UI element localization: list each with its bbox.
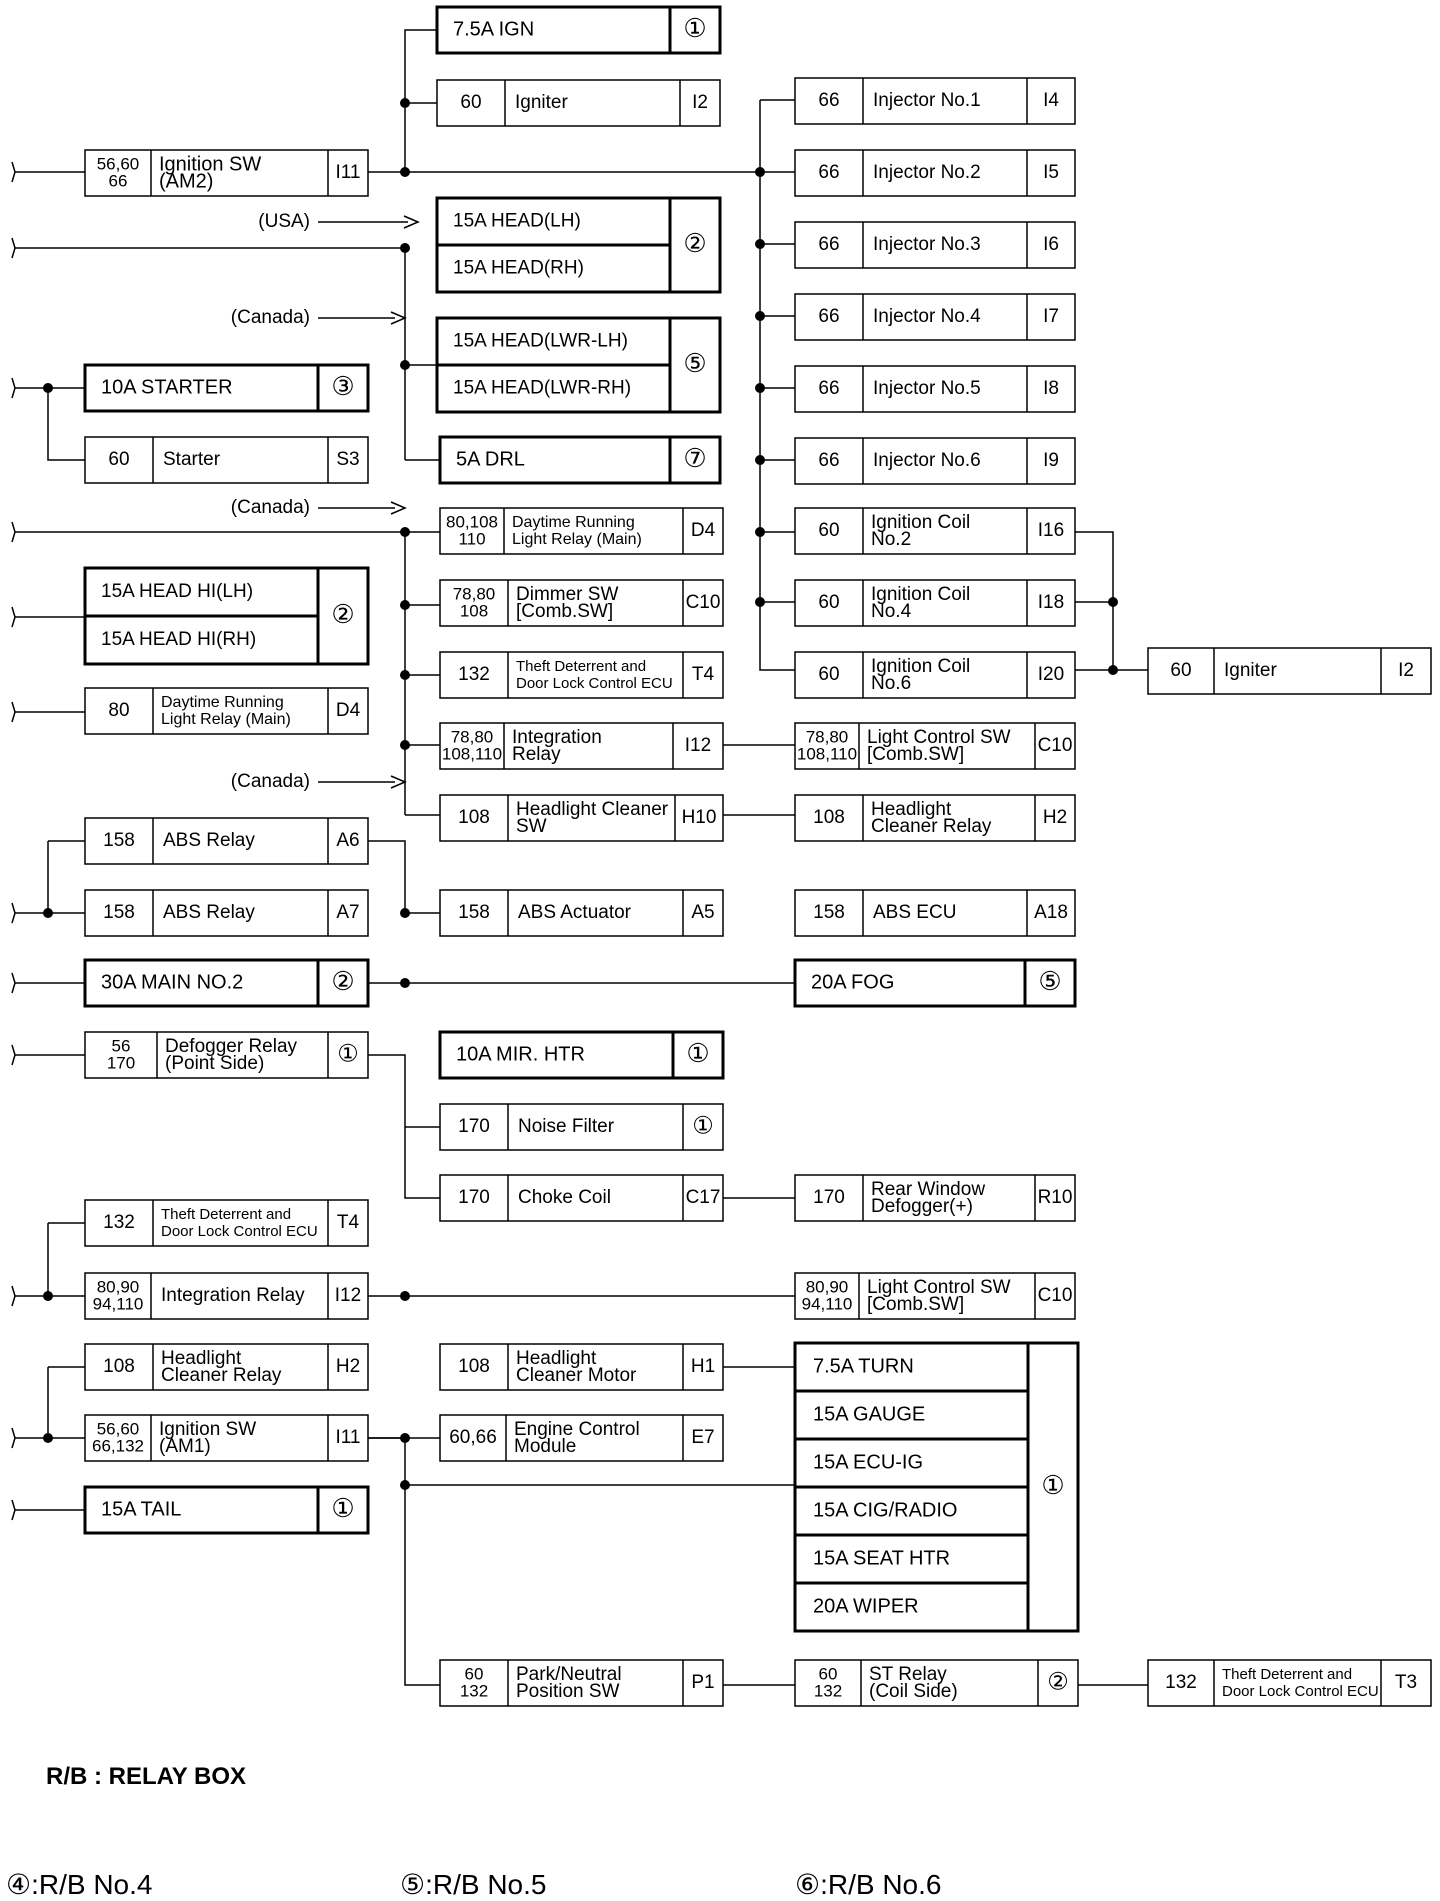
abs-relay-a7-name: ABS Relay	[163, 902, 255, 924]
headlight-cleaner-sw-name-line1: Headlight Cleaner	[516, 799, 669, 821]
injector-1-code: I4	[1043, 90, 1059, 112]
fuse-15a-tail-label: 15A TAIL	[101, 1498, 182, 1521]
igniter-right-page: 60	[1170, 660, 1192, 682]
ignition-sw-am1	[85, 1415, 368, 1461]
junction-dot	[1108, 665, 1118, 675]
drl-relay-main-top-page-line1: 80,108	[446, 512, 498, 532]
junction-dot	[400, 360, 410, 370]
headlight-cleaner-sw-name-line2: SW	[516, 816, 547, 838]
ignition-sw-am2-page-line1: 56,60	[96, 154, 140, 174]
ignition-coil-3-name-line2: No.6	[871, 673, 912, 695]
headlight-cleaner-relay-left	[85, 1344, 368, 1390]
theft-deterrent-t3	[1148, 1660, 1431, 1706]
fuse-30a-main-no2	[85, 960, 368, 1006]
junction-dot	[400, 670, 410, 680]
light-control-sw-mid-name-line1: Light Control SW	[867, 1277, 1011, 1299]
abs-relay-a6	[85, 818, 368, 864]
theft-deterrent-t4-top-page: 132	[458, 664, 490, 686]
injector-3-page: 66	[818, 234, 840, 256]
choke-coil-name: Choke Coil	[518, 1187, 611, 1209]
park-neutral-sw-page-line1: 60	[464, 1664, 484, 1684]
igniter-top-code: I2	[692, 92, 708, 114]
theft-deterrent-t4-top-name-line1: Theft Deterrent and	[516, 657, 647, 675]
integration-relay-top-code: I12	[684, 735, 712, 757]
ignition-coil-2-page: 60	[818, 592, 840, 614]
ignition-coil-2-name-line1: Ignition Coil	[871, 584, 971, 606]
headlight-cleaner-motor-code: H1	[690, 1356, 716, 1378]
junction-dot	[400, 1291, 410, 1301]
ignition-coil-1	[795, 508, 1075, 554]
headlight-cleaner-relay-right-code: H2	[1042, 807, 1068, 829]
light-control-sw-top-name-line1: Light Control SW	[867, 727, 1011, 749]
headlight-cleaner-sw	[440, 795, 723, 841]
integration-relay-mid-page-line1: 80,90	[96, 1277, 140, 1297]
fuse-7-5a-ign-rb: ①	[683, 12, 707, 43]
junction-dot	[755, 311, 765, 321]
injector-6-code: I9	[1043, 450, 1059, 472]
drl-relay-main-top-code: D4	[690, 520, 716, 542]
injector-5	[795, 366, 1075, 412]
fuse-30a-main-no2-rb: ②	[331, 965, 355, 996]
ignition-coil-1-name-line2: No.2	[871, 529, 912, 551]
defogger-relay-name-line2: (Point Side)	[165, 1053, 265, 1075]
st-relay-coil-side-code: ②	[1047, 1668, 1069, 1696]
ignition-sw-am2-page-line2: 66	[108, 171, 128, 191]
dimmer-sw-name-line1: Dimmer SW	[516, 584, 619, 606]
drl-relay-main-left-page: 80	[108, 700, 130, 722]
integration-relay-top-page-line2: 108,110	[441, 744, 503, 764]
drl-relay-main-left-name-line2: Light Relay (Main)	[161, 711, 291, 729]
ignition-sw-am1-page-line1: 56,60	[96, 1419, 140, 1439]
injector-2-page: 66	[818, 162, 840, 184]
fuse-head-hi	[85, 568, 368, 664]
integration-relay-top-name-line1: Integration	[512, 727, 602, 749]
defogger-relay-code: ①	[337, 1040, 359, 1068]
integration-relay-top	[440, 723, 723, 769]
drl-relay-main-top	[440, 508, 723, 554]
integration-relay-mid	[85, 1273, 368, 1319]
injector-1	[795, 78, 1075, 124]
fuse-7-5a-ign	[437, 7, 720, 53]
rear-window-defogger-name-line1: Rear Window	[871, 1179, 986, 1201]
fuse-head-hi-label1: 15A HEAD HI(LH)	[101, 581, 254, 603]
abs-relay-a7-page: 158	[103, 902, 135, 924]
starter-name: Starter	[163, 449, 221, 471]
abs-relay-a6-page: 158	[103, 830, 135, 852]
headlight-cleaner-relay-right	[795, 795, 1075, 841]
fuse-20a-fog-label: 20A FOG	[811, 971, 895, 994]
light-control-sw-mid	[795, 1273, 1075, 1319]
junction-dot	[400, 1433, 410, 1443]
theft-deterrent-t4-top	[440, 652, 723, 698]
fuse-10a-starter	[85, 365, 368, 411]
ignition-sw-am2-code: I11	[335, 162, 361, 184]
park-neutral-sw-name-line1: Park/Neutral	[516, 1664, 622, 1686]
theft-deterrent-t3-code: T3	[1394, 1672, 1418, 1694]
choke-coil-page: 170	[458, 1187, 490, 1209]
headlight-cleaner-relay-right-name-line1: Headlight	[871, 799, 952, 821]
junction-dot	[400, 740, 410, 750]
noise-filter	[440, 1104, 723, 1150]
defogger-relay	[85, 1032, 368, 1078]
injector-1-page: 66	[818, 90, 840, 112]
headlight-cleaner-relay-right-page: 108	[813, 807, 845, 829]
injector-3-name: Injector No.3	[873, 234, 981, 256]
ignition-coil-2-code: I18	[1037, 592, 1065, 614]
theft-deterrent-t3-page: 132	[1165, 1672, 1197, 1694]
junction-dot	[400, 1480, 410, 1490]
ignition-sw-am1-page-line2: 66,132	[92, 1436, 144, 1456]
ignition-coil-3-code: I20	[1037, 664, 1065, 686]
engine-control-module-code: E7	[691, 1427, 715, 1449]
st-relay-coil-side-name-line1: ST Relay	[869, 1664, 947, 1686]
injector-4-name: Injector No.4	[873, 306, 981, 328]
theft-deterrent-t4-mid	[85, 1200, 368, 1246]
headlight-cleaner-relay-left-code: H2	[335, 1356, 361, 1378]
label-canada-2: (Canada)	[230, 497, 310, 519]
fuse-15a-tail-rb: ①	[331, 1492, 355, 1523]
engine-control-module-name-line2: Module	[514, 1436, 577, 1458]
junction-dot	[43, 908, 53, 918]
headlight-cleaner-sw-page: 108	[458, 807, 490, 829]
theft-deterrent-t3-name-line2: Door Lock Control ECU	[1222, 1682, 1379, 1700]
st-relay-coil-side	[795, 1660, 1078, 1706]
light-control-sw-top-code: C10	[1037, 735, 1073, 757]
junction-dot	[400, 243, 410, 253]
park-neutral-sw	[440, 1660, 723, 1706]
light-control-sw-mid-page-line2: 94,110	[801, 1294, 853, 1314]
junction-dot	[43, 383, 53, 393]
fuse-head-hi-rb: ②	[331, 598, 355, 629]
fuse-group-item-2: 15A GAUGE	[813, 1403, 926, 1426]
light-control-sw-mid-code: C10	[1037, 1285, 1073, 1307]
junction-dot	[400, 527, 410, 537]
fuse-group-right	[795, 1343, 1078, 1631]
fuse-head-lwr-label2: 15A HEAD(LWR-RH)	[453, 377, 632, 399]
abs-actuator-page: 158	[458, 902, 490, 924]
fuse-5a-drl-label: 5A DRL	[456, 448, 525, 471]
integration-relay-top-page-line1: 78,80	[450, 727, 494, 747]
abs-relay-a6-name: ABS Relay	[163, 830, 255, 852]
dimmer-sw-page-line1: 78,80	[452, 584, 496, 604]
fuse-10a-starter-rb: ③	[331, 370, 355, 401]
dimmer-sw	[440, 580, 723, 626]
junction-dot	[400, 167, 410, 177]
rear-window-defogger-code: R10	[1037, 1187, 1073, 1209]
fuse-head-lwr-label1: 15A HEAD(LWR-LH)	[453, 330, 628, 352]
dimmer-sw-code: C10	[685, 592, 721, 614]
starter	[85, 437, 368, 483]
injector-5-page: 66	[818, 378, 840, 400]
abs-relay-a7	[85, 890, 368, 936]
junction-dot	[755, 239, 765, 249]
label-canada-1: (Canada)	[230, 307, 310, 329]
theft-deterrent-t4-mid-page: 132	[103, 1212, 135, 1234]
fuse-head-lh-rh-label2: 15A HEAD(RH)	[453, 257, 584, 279]
rear-window-defogger-name-line2: Defogger(+)	[871, 1196, 973, 1218]
ignition-sw-am2-name-line1: Ignition SW	[159, 153, 262, 176]
fuse-5a-drl	[440, 437, 720, 483]
park-neutral-sw-name-line2: Position SW	[516, 1681, 620, 1703]
igniter-right	[1148, 648, 1431, 694]
fuse-30a-main-no2-label: 30A MAIN NO.2	[101, 971, 244, 994]
legend-rb5: ⑤:R/B No.5	[400, 1869, 547, 1900]
injector-6-page: 66	[818, 450, 840, 472]
ignition-coil-1-page: 60	[818, 520, 840, 542]
engine-control-module-page: 60,66	[449, 1427, 497, 1449]
headlight-cleaner-motor-name-line1: Headlight	[516, 1348, 597, 1370]
defogger-relay-page-line2: 170	[106, 1053, 136, 1073]
drl-relay-main-top-page-line2: 110	[458, 529, 486, 549]
ignition-coil-3-page: 60	[818, 664, 840, 686]
fuse-10a-mir-htr-rb: ①	[686, 1037, 710, 1068]
junction-dot	[755, 383, 765, 393]
junction-dot	[400, 978, 410, 988]
junction-dot	[1108, 597, 1118, 607]
headlight-cleaner-relay-left-name-line1: Headlight	[161, 1348, 242, 1370]
legend-rb4: ④:R/B No.4	[6, 1869, 153, 1900]
injector-6-name: Injector No.6	[873, 450, 981, 472]
st-relay-coil-side-name-line2: (Coil Side)	[869, 1681, 958, 1703]
injector-2	[795, 150, 1075, 196]
igniter-top	[437, 80, 720, 126]
drl-relay-main-top-name-line2: Light Relay (Main)	[512, 531, 642, 549]
st-relay-coil-side-page-line2: 132	[813, 1681, 843, 1701]
engine-control-module	[440, 1415, 723, 1461]
abs-actuator-name: ABS Actuator	[518, 902, 632, 924]
light-control-sw-mid-name-line2: [Comb.SW]	[867, 1294, 965, 1316]
injector-3-code: I6	[1043, 234, 1059, 256]
injector-4-page: 66	[818, 306, 840, 328]
injector-1-name: Injector No.1	[873, 90, 981, 112]
theft-deterrent-t4-mid-code: T4	[336, 1212, 360, 1234]
integration-relay-mid-page-line2: 94,110	[92, 1294, 144, 1314]
legend-title: R/B : RELAY BOX	[46, 1763, 247, 1790]
ignition-coil-2-name-line2: No.4	[871, 601, 912, 623]
engine-control-module-name-line1: Engine Control	[514, 1419, 640, 1441]
abs-actuator	[440, 890, 723, 936]
fuse-head-lh-rh-label1: 15A HEAD(LH)	[453, 210, 581, 232]
junction-dot	[400, 908, 410, 918]
integration-relay-mid-name: Integration Relay	[161, 1285, 305, 1307]
fuse-group-rb: ①	[1041, 1469, 1065, 1500]
noise-filter-name: Noise Filter	[518, 1116, 615, 1138]
junction-dot	[400, 600, 410, 610]
light-control-sw-top-page-line2: 108,110	[796, 744, 858, 764]
injector-4	[795, 294, 1075, 340]
fuse-10a-mir-htr	[440, 1032, 723, 1078]
headlight-cleaner-motor-page: 108	[458, 1356, 490, 1378]
choke-coil-code: C17	[685, 1187, 721, 1209]
fuse-head-lh-rh-rb: ②	[683, 227, 707, 258]
injector-3	[795, 222, 1075, 268]
component-boxes	[85, 7, 1431, 1706]
noise-filter-code: ①	[692, 1112, 714, 1140]
park-neutral-sw-code: P1	[691, 1672, 715, 1694]
starter-code: S3	[336, 449, 360, 471]
headlight-cleaner-relay-left-name-line2: Cleaner Relay	[161, 1365, 282, 1387]
injector-2-name: Injector No.2	[873, 162, 981, 184]
rear-window-defogger	[795, 1175, 1075, 1221]
drl-relay-main-left-name-line1: Daytime Running	[161, 694, 284, 712]
headlight-cleaner-motor	[440, 1344, 723, 1390]
headlight-cleaner-relay-left-page: 108	[103, 1356, 135, 1378]
headlight-cleaner-sw-code: H10	[681, 807, 717, 829]
dimmer-sw-name-line2: [Comb.SW]	[516, 601, 614, 623]
light-control-sw-top-page-line1: 78,80	[805, 727, 849, 747]
fuse-20a-fog	[795, 960, 1075, 1006]
injector-5-code: I8	[1043, 378, 1059, 400]
abs-ecu	[795, 890, 1075, 936]
junction-dot	[400, 98, 410, 108]
integration-relay-mid-code: I12	[334, 1285, 362, 1307]
igniter-right-name: Igniter	[1224, 660, 1277, 682]
label-usa: (USA)	[258, 211, 310, 233]
ignition-sw-am2-name-line2: (AM2)	[159, 170, 214, 193]
drl-relay-main-top-name-line1: Daytime Running	[512, 514, 635, 532]
fuse-head-lh-rh	[437, 198, 720, 292]
junction-dot	[755, 527, 765, 537]
fuse-5a-drl-rb: ⑦	[683, 442, 707, 473]
junction-dot	[755, 167, 765, 177]
fuse-15a-tail	[85, 1487, 368, 1533]
st-relay-coil-side-page-line1: 60	[818, 1664, 838, 1684]
integration-relay-top-name-line2: Relay	[512, 744, 561, 766]
light-control-sw-top-name-line2: [Comb.SW]	[867, 744, 965, 766]
junction-dot	[43, 1433, 53, 1443]
headlight-cleaner-motor-name-line2: Cleaner Motor	[516, 1365, 637, 1387]
fuse-group-item-3: 15A ECU-IG	[813, 1451, 924, 1474]
junction-dot	[755, 597, 765, 607]
light-control-sw-top	[795, 723, 1075, 769]
ignition-sw-am1-name-line2: (AM1)	[159, 1436, 211, 1458]
igniter-top-name: Igniter	[515, 92, 568, 114]
drl-relay-main-left	[85, 688, 368, 734]
starter-page: 60	[108, 449, 130, 471]
theft-deterrent-t4-mid-name-line1: Theft Deterrent and	[161, 1205, 292, 1223]
abs-actuator-code: A5	[691, 902, 715, 924]
rear-window-defogger-page: 170	[813, 1187, 845, 1209]
headlight-cleaner-relay-right-name-line2: Cleaner Relay	[871, 816, 992, 838]
defogger-relay-name-line1: Defogger Relay	[165, 1036, 298, 1058]
fuse-group-item-1: 7.5A TURN	[813, 1355, 914, 1378]
injector-5-name: Injector No.5	[873, 378, 981, 400]
fuse-head-hi-label2: 15A HEAD HI(RH)	[101, 629, 257, 651]
igniter-top-page: 60	[460, 92, 482, 114]
ignition-coil-2	[795, 580, 1075, 626]
fuse-head-lwr	[437, 318, 720, 412]
theft-deterrent-t4-top-code: T4	[691, 664, 715, 686]
ignition-coil-3-name-line1: Ignition Coil	[871, 656, 971, 678]
light-control-sw-mid-page-line1: 80,90	[805, 1277, 849, 1297]
park-neutral-sw-page-line2: 132	[459, 1681, 489, 1701]
theft-deterrent-t4-top-name-line2: Door Lock Control ECU	[516, 674, 673, 692]
legend-rb6: ⑥:R/B No.6	[795, 1869, 942, 1900]
drl-relay-main-left-code: D4	[335, 700, 361, 722]
junction-dot	[755, 455, 765, 465]
injector-2-code: I5	[1043, 162, 1059, 184]
fuse-group-item-6: 20A WIPER	[813, 1595, 919, 1618]
defogger-relay-page-line1: 56	[111, 1036, 131, 1056]
abs-ecu-page: 158	[813, 902, 845, 924]
fuse-10a-starter-label: 10A STARTER	[101, 376, 233, 399]
junction-dot	[43, 1291, 53, 1301]
choke-coil	[440, 1175, 723, 1221]
ignition-coil-1-code: I16	[1037, 520, 1065, 542]
abs-ecu-code: A18	[1034, 902, 1068, 924]
ignition-sw-am1-code: I11	[335, 1427, 361, 1449]
theft-deterrent-t4-mid-name-line2: Door Lock Control ECU	[161, 1222, 318, 1240]
abs-relay-a6-code: A6	[336, 830, 360, 852]
fuse-20a-fog-rb: ⑤	[1038, 965, 1062, 996]
fuse-head-lwr-rb: ⑤	[683, 347, 707, 378]
injector-6	[795, 438, 1075, 484]
theft-deterrent-t3-name-line1: Theft Deterrent and	[1222, 1665, 1353, 1683]
noise-filter-page: 170	[458, 1116, 490, 1138]
dimmer-sw-page-line2: 108	[459, 601, 489, 621]
label-canada-3: (Canada)	[230, 771, 310, 793]
abs-ecu-name: ABS ECU	[873, 902, 957, 924]
ignition-sw-am1-name-line1: Ignition SW	[159, 1419, 257, 1441]
fuse-group-item-5: 15A SEAT HTR	[813, 1547, 951, 1570]
fuse-10a-mir-htr-label: 10A MIR. HTR	[456, 1043, 585, 1066]
ignition-coil-1-name-line1: Ignition Coil	[871, 512, 971, 534]
igniter-right-code: I2	[1398, 660, 1414, 682]
ignition-coil-3	[795, 652, 1075, 698]
fuse-7-5a-ign-label: 7.5A IGN	[453, 18, 535, 41]
abs-relay-a7-code: A7	[336, 902, 360, 924]
fuse-group-item-4: 15A CIG/RADIO	[813, 1499, 958, 1522]
injector-4-code: I7	[1043, 306, 1059, 328]
ignition-sw-am2	[85, 150, 368, 196]
